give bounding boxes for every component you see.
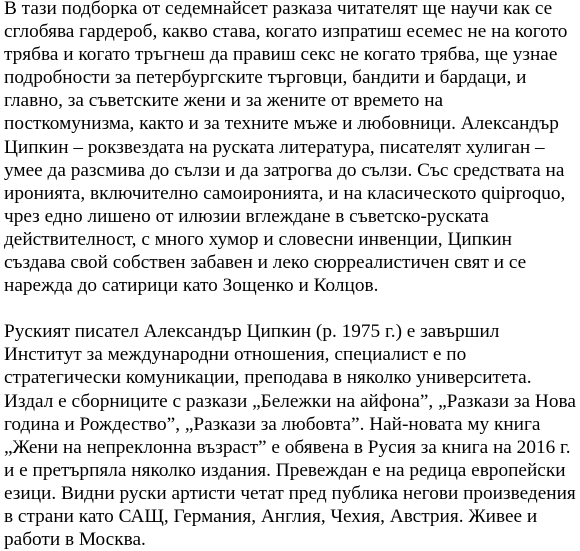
paragraph-author-bio: Руският писател Александър Ципкин (р. 1975 г.) е завършил Институт за международни отношения, специалист е по стратегически комуникации, преподава в няколко университета. Издал е сборниците с разкази „Бележки на айфона”, „Разкази за Нова година и Рождество”, „Разкази за любовта”. Най-новата му книга „Жени на непреклонна възраст” е обявена в Русия за книга на 2016 г. и е претърпяла няколко издания. Превеждан е на редица европейски езици. Видни руски артисти четат пред публика негови произведения в страни като САЩ, Германия, Англия, Чехия, Австрия. Живее и работи в Москва. [4,321,576,551]
paragraph-book-description: В тази подборка от седемнайсет разказа читателят ще научи как се сглобява гардероб, какво става, когато изпратиш есемес не на когото трябва и когато тръгнеш да правиш секс не когато трябва, ще узнае подробности за петербургските търговци, бандити и бардаци, и главно, за съветските жени и за жените от времето на посткомунизма, както и за техните мъже и любовници. Александър Ципкин – рокзвездата на руската литература, писателят хулиган – умее да разсмива до сълзи и да затрогва до сълзи. Със средствата на иронията, включително самоиронията, и на класическото quiproquo, чрез едно лишено от илюзии вглеждане в съветско-руската действителност, с много хумор и словесни инвенции, Ципкин създава свой собствен забавен и леко сюрреалистичен свят и се нарежда до сатирици като Зощенко и Колцов. [4,0,568,297]
